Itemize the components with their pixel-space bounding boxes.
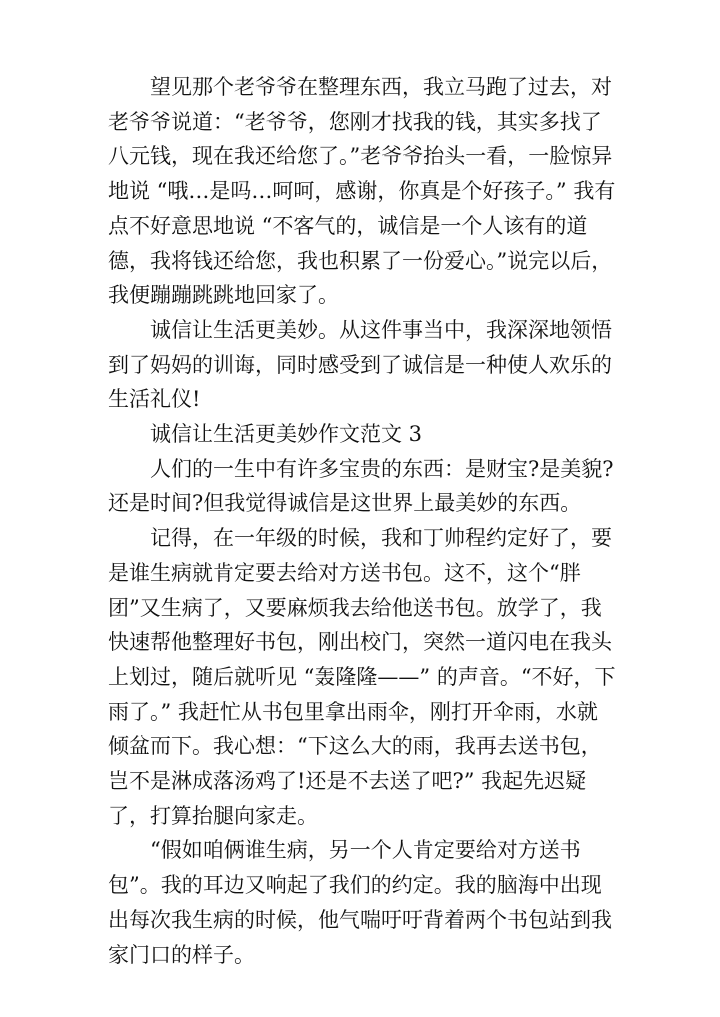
- paragraph-precious-things: 人们的一生中有许多宝贵的东西：是财宝?是美貌?还是时间?但我觉得诚信是这世界上最美妙的东西。: [108, 456, 614, 516]
- essay-heading: 诚信让生活更美妙作文范文 3: [150, 422, 423, 447]
- paragraph-honesty-reflection: 诚信让生活更美妙。从这件事当中，我深深地领悟到了妈妈的训诲，同时感受到了诚信是一种使人欢乐的生活礼仪!: [108, 317, 612, 412]
- document-body: [108, 70, 618, 972]
- paragraph-remembered-promise: “假如咱俩谁生病，另一个人肯定要给对方送书包”。我的耳边又响起了我们的约定。我的脑海中出现出每次我生病的时候，他气喘吁吁背着两个书包站到我家门口的样子。: [108, 838, 612, 967]
- paragraph-returning-money: 望见那个老爷爷在整理东西，我立马跑了过去，对老爷爷说道：“老爷爷，您刚才找我的钱，其实多找了八元钱，现在我还给您了。”老爷爷抬头一看，一脸惊异地说 “哦…是吗…呵呵，感谢，你真是个好孩子。” 我有点不好意思地说 “不客气的，诚信是一个人该有的道德，我将钱还给您，我也积累了一份爱心。”说完以后，我便蹦蹦跳跳地回家了。: [108, 75, 616, 308]
- paragraph-rainy-day-promise: 记得，在一年级的时候，我和丁帅程约定好了，要是谁生病就肯定要去给对方送书包。这不，这个“胖团”又生病了，又要麻烦我去给他送书包。放学了，我快速帮他整理好书包，刚出校门，突然一道闪电在我头上划过，随后就听见 “轰隆隆——” 的声音。“不好，下雨了。” 我赶忙从书包里拿出雨伞，刚打开伞雨，水就倾盆而下。我心想：“下这么大的雨，我再去送书包，岂不是淋成落汤鸡了!还是不去送了吧?” 我起先迟疑了，打算抬腿向家走。: [108, 526, 616, 828]
